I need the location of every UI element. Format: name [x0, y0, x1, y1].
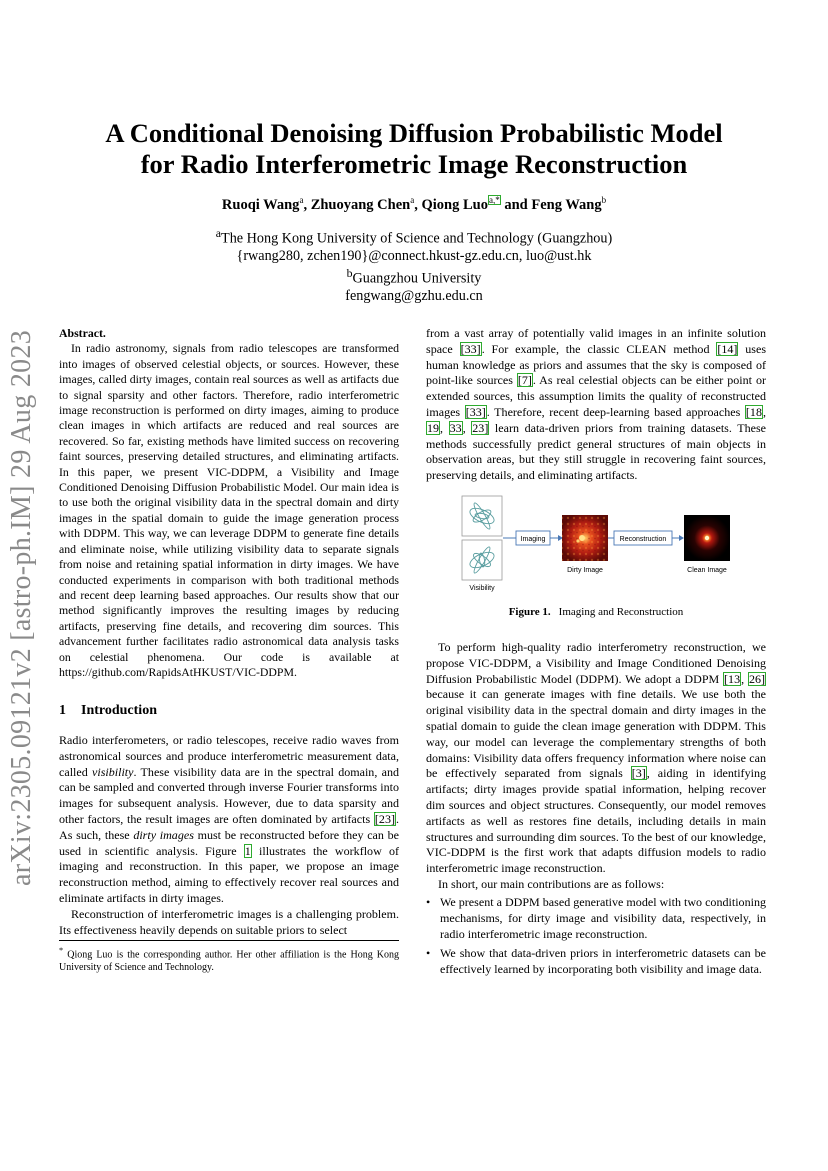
list-item: • We show that data-driven priors in interferometric datasets can be effectively learned by incorporating both visibility and image data. — [426, 946, 766, 978]
text-run: . As such, these — [59, 811, 399, 842]
author-name: Zhuoyang Chen — [310, 196, 411, 213]
right-column-paragraph-1 — [426, 326, 766, 484]
affil-mark: b — [346, 266, 353, 281]
citation-link[interactable]: [7] — [517, 373, 532, 388]
paragraph — [426, 640, 766, 877]
citation-link[interactable]: [3] — [631, 766, 646, 781]
figure-1-diagram — [458, 492, 758, 600]
text-run: . These visibility data are in the spectral domain, and can be sampled and converted through inverse Fourier transforms into images for subsequent analysis. However, due to data sparsity and other factors, the result images are often dominated by artifacts — [59, 764, 399, 826]
text-run: , — [440, 420, 449, 435]
author-separator: , — [414, 196, 422, 213]
arxiv-stamp: arXiv:2305.09121v2 [astro-ph.IM] 29 Aug 2023 — [6, 329, 37, 886]
caption-text: Imaging and Reconstruction — [558, 606, 684, 618]
contributions-list — [426, 895, 766, 982]
affil-mark: a — [215, 226, 222, 240]
reconstruction-label: Reconstruction — [619, 536, 667, 543]
citation-link[interactable]: 33 — [449, 420, 462, 435]
text-run: , — [462, 420, 472, 435]
affiliations — [40, 225, 788, 306]
dirty-image — [562, 515, 608, 561]
citation-link[interactable]: 19 — [427, 420, 440, 435]
author-affil-mark[interactable]: a,* — [488, 195, 500, 205]
caption-label: Figure 1. — [508, 606, 551, 618]
text-run: illustrates the workflow of imaging and reconstruction. In this paper, we propose an image reconstruction method, aiming to effectively recover real sources and eliminate artifacts in dirty images. — [59, 843, 399, 905]
citation-link[interactable]: [13 — [724, 671, 741, 686]
author-name: Ruoqi Wang — [221, 196, 300, 213]
affiliation-a-emails: {rwang280, zchen190}@connect.hkust-gz.edu.cn, luo@ust.hk — [236, 248, 592, 265]
text-run: . As real celestial objects can be either point or extended sources, this assumption limits the quality of reconstructed images — [426, 373, 766, 419]
author-name: Feng Wang — [531, 196, 602, 213]
citation-link[interactable]: [18 — [745, 404, 762, 419]
clean-image — [684, 515, 730, 561]
paper-title — [40, 118, 788, 180]
text-run: because it can generate images with fine details. We use both the original visibility data in the spectral domain and dirty images in the spatial domain to guide the clean image generation with DDPM. This way, our model can leverage the complementary strengths of both domains: Visibility data offers frequency information where noise can be effectively separated from signals — [426, 687, 766, 781]
section-title: Introduction — [81, 703, 157, 718]
text-run: learn data-driven priors from training datasets. These methods successfully predict general structures of main objects in observation areas, but they still struggle in recovering faint sources, preserving details, and eliminating artifacts. — [426, 420, 766, 483]
citation-link[interactable]: 26] — [748, 671, 765, 686]
visibility-label: Visibility — [469, 585, 495, 592]
title-line-2: for Radio Interferometric Image Reconstruction — [140, 149, 688, 179]
author-separator: , — [303, 196, 311, 213]
text-run: from a vast array of potentially valid images in an infinite solution space — [426, 326, 766, 356]
introduction-body — [59, 733, 399, 938]
footnote — [59, 945, 399, 974]
author-list — [40, 195, 788, 214]
author-name: Qiong Luo — [421, 196, 488, 213]
clean-image-label: Clean Image — [687, 567, 727, 574]
figure-link[interactable]: 1 — [244, 843, 251, 858]
dirty-image-label: Dirty Image — [567, 567, 603, 574]
list-item: • We present a DDPM based generative model with two conditioning mechanisms, for dirty image and visibility data, respectively, in radio interferometric image reconstruction. — [426, 895, 766, 942]
affil-name: The Hong Kong University of Science and Technology (Guangzhou) — [221, 230, 613, 247]
text-run: must be reconstructed before they can be used in scientific analysis. Figure — [59, 827, 399, 858]
visibility-panel — [462, 496, 502, 580]
citation-link[interactable]: [14] — [717, 341, 738, 356]
abstract-text: In radio astronomy, signals from radio telescopes are transformed into images of observed celestial objects, or sources. However, these images, called dirty images, contain real sources as well as artifacts due to signal sparsity and other factors. Therefore, radio interferometric image reconstruction is performed on dirty images, aiming to produce clean images in which artifacts are reduced and real sources are recovered. So far, existing methods have limited success on recovering faint sources, preserving detailed structures, and eliminating artifacts. In this paper, we present VIC-DDPM, a Visibility and Image Conditioned Denoising Diffusion Probabilistic Model. Our main idea is to use both the original visibility data in the spectral domain and dirty images in the spatial domain to guide the image generation process with DDPM. This way, we can leverage DDPM to generate fine details and eliminate noise, while utilizing visibility data to separate signals from noise and retaining spatial information in dirty images. We have conducted experiments in comparison with both traditional methods and recent deep learning based approaches. Our results show that our method significantly improves the resulting images by reducing artifacts, preserving fine details, and recovering dim sources. This advancement further facilitates radio astronomical data analysis tasks on celestial phenomena. Our code is available at https://github.com/RapidsAtHKUST/VIC-DDPM. — [59, 341, 399, 679]
footnote-mark: * — [59, 946, 64, 955]
emphasis: visibility — [92, 764, 134, 779]
figure-1-caption — [426, 606, 766, 618]
arrow-head-icon — [679, 535, 684, 541]
affil-name: Guangzhou University — [352, 271, 482, 288]
abstract-heading: Abstract. — [59, 326, 106, 340]
intro-paragraph-2: Reconstruction of interferometric images is a challenging problem. Its effectiveness heavily depends on suitable priors to select — [59, 906, 399, 937]
text-run: , aiding in identifying artifacts; dirty images provide spatial information, helping recover dim sources and object structures. Consequently, our model removes artifacts as well as restores fine details, including details in main structures and surrounding dim sources. To the best of our knowledge, VIC-DDPM is the first work that adapts diffusion models to radio interferometric image reconstruction. — [426, 766, 766, 876]
affiliation-b — [40, 265, 788, 288]
footnote-text: Qiong Luo is the corresponding author. Her other affiliation is the Hong Kong University of Science and Technology. — [59, 949, 399, 973]
paragraph — [426, 326, 766, 484]
text-run: Radio interferometers, or radio telescopes, receive radio waves from astronomical sources and produce interferometric measurement data, called — [59, 733, 399, 779]
imaging-label: Imaging — [520, 536, 546, 543]
right-column-paragraph-2 — [426, 640, 766, 893]
text-run: To perform high-quality radio interferometry reconstruction, we propose VIC-DDPM, a Visibility and Image Conditioned Denoising Diffusion Probabilistic Model (DDPM). We adopt a DDPM — [426, 640, 766, 686]
footnote-rule — [59, 940, 399, 941]
text-run: , — [741, 671, 748, 686]
title-line-1: A Conditional Denoising Diffusion Probabilistic Model — [105, 118, 723, 148]
author-affil-mark: b — [601, 195, 607, 205]
emphasis: dirty images — [133, 827, 194, 842]
text-run: uses human knowledge as priors and assumes that the sky is composed of point-like sources — [426, 341, 767, 388]
text-run: . Therefore, recent deep-learning based approaches — [486, 404, 745, 419]
text-run: , — [762, 404, 766, 419]
citation-link[interactable]: [23] — [374, 811, 395, 826]
affiliation-b-email: fengwang@gzhu.edu.cn — [345, 288, 483, 305]
citation-link[interactable]: 23] — [472, 420, 489, 435]
intro-paragraph-1 — [59, 733, 399, 907]
abstract — [59, 326, 399, 680]
section-number: 1 — [59, 703, 66, 718]
text-run: . For example, the classic CLEAN method — [481, 341, 717, 356]
author-separator: and — [500, 196, 532, 213]
citation-link[interactable]: [33] — [465, 404, 486, 419]
citation-link[interactable]: [33] — [460, 341, 481, 356]
section-heading-introduction — [59, 703, 157, 719]
affiliation-a — [40, 225, 788, 248]
paragraph: In short, our main contributions are as follows: — [438, 876, 665, 891]
author-affil-mark: a — [410, 195, 415, 205]
author-affil-mark: a — [299, 195, 304, 205]
